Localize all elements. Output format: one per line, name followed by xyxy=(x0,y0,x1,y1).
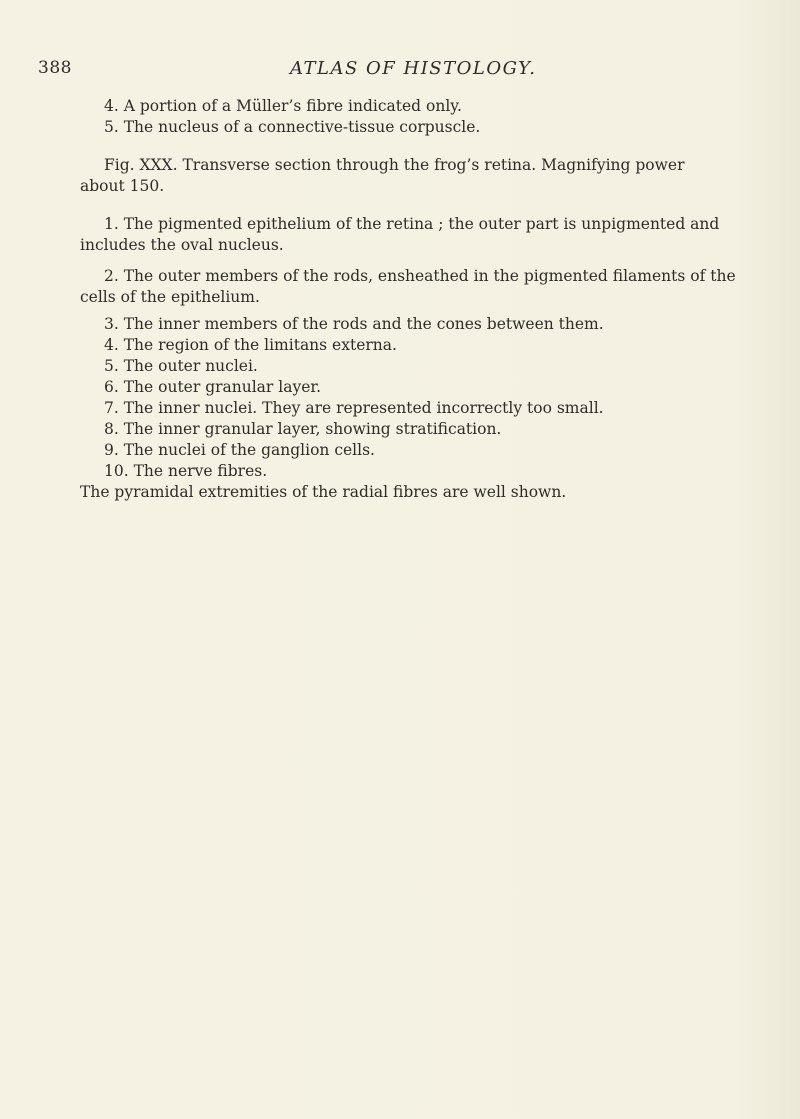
list-item-9: 9. The nuclei of the ganglion cells. xyxy=(104,441,375,459)
list-item-1-line-1: 1. The pigmented epithelium of the retina ; the outer part is unpigmented and xyxy=(104,215,720,233)
list-item-5: 5. The outer nuclei. xyxy=(104,357,258,375)
list-item-7: 7. The inner nuclei. They are represented incorrectly too small. xyxy=(104,399,604,417)
list-item-6: 6. The outer granular layer. xyxy=(104,378,322,396)
running-head: ATLAS OF HISTOLOGY. xyxy=(290,58,537,79)
figure-caption-line-1: Fig. XXX. Transverse section through the frog’s retina. Magnifying power xyxy=(104,156,685,174)
list-item-1-line-2: includes the oval nucleus. xyxy=(80,236,284,254)
closing-remark: The pyramidal extremities of the radial fibres are well shown. xyxy=(80,483,567,501)
list-item-5-nucleus: 5. The nucleus of a connective-tissue corpuscle. xyxy=(104,118,481,136)
list-item-4-muller: 4. A portion of a Müller’s fibre indicated only. xyxy=(104,97,462,115)
list-item-10: 10. The nerve fibres. xyxy=(104,462,268,480)
figure-caption-line-2: about 150. xyxy=(80,177,165,195)
list-item-2-line-2: cells of the epithelium. xyxy=(80,288,260,306)
page-number: 388 xyxy=(38,58,72,78)
list-item-4: 4. The region of the limitans externa. xyxy=(104,336,397,354)
list-item-8: 8. The inner granular layer, showing stratification. xyxy=(104,420,502,438)
list-item-2-line-1: 2. The outer members of the rods, ensheathed in the pigmented filaments of the xyxy=(104,267,736,285)
page-body xyxy=(80,96,736,503)
list-item-3: 3. The inner members of the rods and the cones between them. xyxy=(104,315,604,333)
